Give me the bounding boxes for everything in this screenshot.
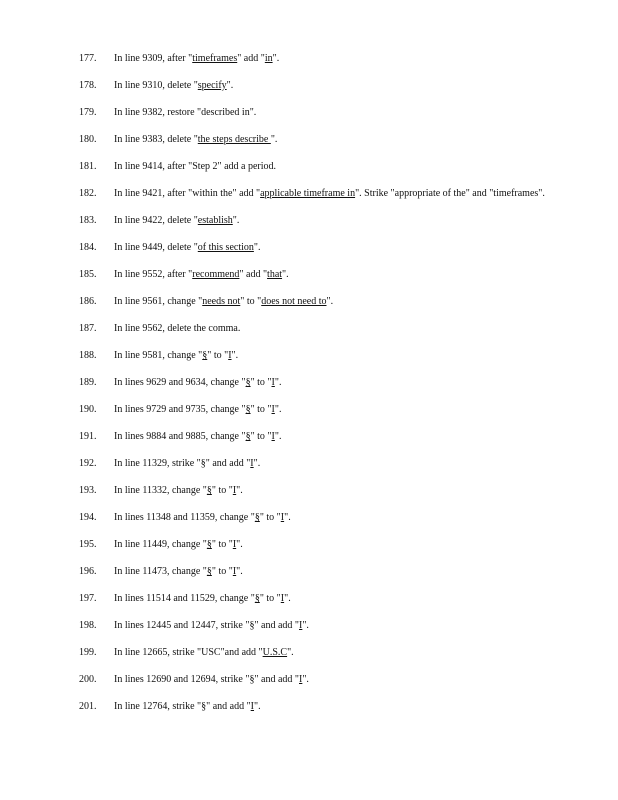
text-run: ". (270, 134, 278, 145)
underlined-text: I (271, 377, 275, 388)
list-item (0, 700, 618, 713)
list-item (0, 214, 618, 227)
text-run: In line 9309, after " (114, 53, 193, 64)
underlined-text: recommend (192, 269, 240, 280)
item-text (114, 700, 554, 713)
item-number: 195. (79, 539, 97, 550)
item-number: 190. (79, 404, 97, 415)
item-text (114, 538, 554, 551)
list-item (0, 538, 618, 551)
item-text (114, 52, 554, 65)
text-run: In lines 9884 and 9885, change " (114, 431, 246, 442)
list-item (0, 187, 618, 200)
list-item (0, 511, 618, 524)
item-text (114, 619, 554, 632)
item-number: 186. (79, 296, 97, 307)
text-run: In lines 12445 and 12447, strike "§" and add " (114, 620, 299, 631)
text-run: ". (236, 539, 243, 550)
item-text (114, 457, 554, 470)
list-item (0, 52, 618, 65)
item-number: 193. (79, 485, 97, 496)
underlined-text: I (228, 350, 232, 361)
text-run: ". (274, 377, 282, 388)
item-text (114, 214, 554, 227)
list-item (0, 484, 618, 497)
underlined-text: establish (197, 215, 233, 226)
text-run: ". (302, 674, 309, 685)
text-run: ". (226, 80, 234, 91)
item-number: 177. (79, 53, 97, 64)
list-item (0, 673, 618, 686)
list-item (0, 241, 618, 254)
text-run: " to " (211, 485, 233, 496)
underlined-text: in (264, 53, 273, 64)
text-run: ". (253, 242, 261, 253)
item-text (114, 592, 554, 605)
item-number: 196. (79, 566, 97, 577)
text-run: In line 11473, change " (114, 566, 207, 577)
underlined-text: I (280, 593, 285, 604)
text-run: " to " (207, 350, 229, 361)
text-run: In line 12764, strike "§" and add " (114, 701, 251, 712)
text-run: " to " (250, 431, 272, 442)
item-number: 191. (79, 431, 97, 442)
item-text (114, 187, 554, 200)
text-run: ". Strike "appropriate of the" and "timeframes". (355, 188, 545, 199)
text-run: In line 11329, strike "§" and add " (114, 458, 251, 469)
text-run: In line 12665, strike "USC"and add " (114, 647, 263, 658)
list-item (0, 160, 618, 173)
list-item (0, 79, 618, 92)
underlined-text: I (271, 431, 275, 442)
item-number: 194. (79, 512, 97, 523)
text-run: In line 11449, change " (114, 539, 207, 550)
text-run: " to " (250, 404, 272, 415)
list-item (0, 457, 618, 470)
underlined-text: § (206, 485, 212, 496)
text-run: ". (287, 647, 294, 658)
text-run: " add " (239, 269, 268, 280)
list-item (0, 592, 618, 605)
text-run: In line 9562, delete the comma. (114, 323, 241, 334)
amendment-list (0, 52, 618, 727)
underlined-text: needs not (202, 296, 241, 307)
text-run: ". (232, 215, 240, 226)
item-text (114, 484, 554, 497)
text-run: ". (254, 701, 261, 712)
underlined-text: of this section (197, 242, 254, 253)
text-run: In line 9421, after "within the" add " (114, 188, 261, 199)
item-number: 179. (79, 107, 97, 118)
item-text (114, 646, 554, 659)
list-item (0, 106, 618, 119)
item-number: 187. (79, 323, 97, 334)
text-run: In line 9310, delete " (114, 80, 198, 91)
item-number: 200. (79, 674, 97, 685)
text-run: In line 9382, restore "described in". (114, 107, 257, 118)
underlined-text: § (254, 593, 260, 604)
list-item (0, 133, 618, 146)
text-run: ". (302, 620, 309, 631)
list-item (0, 619, 618, 632)
text-run: ". (284, 512, 291, 523)
text-run: ". (326, 296, 334, 307)
list-item (0, 430, 618, 443)
item-number: 197. (79, 593, 97, 604)
item-text (114, 241, 554, 254)
item-text (114, 376, 554, 389)
underlined-text: the steps describe (197, 134, 271, 145)
underlined-text: applicable timeframe in (260, 188, 356, 199)
item-text (114, 430, 554, 443)
text-run: ". (231, 350, 239, 361)
list-item (0, 322, 618, 335)
text-run: " to " (250, 377, 272, 388)
item-number: 182. (79, 188, 97, 199)
underlined-text: § (245, 431, 251, 442)
list-item (0, 349, 618, 362)
text-run: " to " (259, 512, 281, 523)
text-run: In lines 9729 and 9735, change " (114, 404, 246, 415)
item-number: 188. (79, 350, 97, 361)
underlined-text: I (250, 458, 254, 469)
text-run: ". (284, 593, 291, 604)
text-run: " to " (240, 296, 262, 307)
item-number: 192. (79, 458, 97, 469)
underlined-text: I (232, 539, 237, 550)
text-run: In line 9414, after "Step 2" add a period. (114, 161, 277, 172)
text-run: In line 11332, change " (114, 485, 207, 496)
text-run: In lines 11514 and 11529, change " (114, 593, 255, 604)
text-run: ". (236, 485, 243, 496)
underlined-text: § (206, 539, 212, 550)
text-run: " to " (211, 566, 233, 577)
item-number: 199. (79, 647, 97, 658)
text-run: In line 9383, delete " (114, 134, 198, 145)
underlined-text: § (254, 512, 260, 523)
underlined-text: I (271, 404, 275, 415)
list-item (0, 295, 618, 308)
underlined-text: timeframes (192, 53, 238, 64)
item-text (114, 133, 554, 146)
item-number: 178. (79, 80, 97, 91)
text-run: In line 9552, after " (114, 269, 193, 280)
text-run: In line 9422, delete " (114, 215, 198, 226)
underlined-text: that (267, 269, 283, 280)
item-text (114, 673, 554, 686)
item-number: 201. (79, 701, 97, 712)
item-text (114, 79, 554, 92)
item-number: 181. (79, 161, 97, 172)
underlined-text: I (299, 674, 303, 685)
item-number: 185. (79, 269, 97, 280)
underlined-text: I (232, 485, 237, 496)
item-number: 198. (79, 620, 97, 631)
item-text (114, 295, 554, 308)
text-run: " to " (259, 593, 281, 604)
item-text (114, 268, 554, 281)
text-run: In line 9561, change " (114, 296, 203, 307)
underlined-text: I (250, 701, 255, 712)
text-run: In lines 12690 and 12694, strike "§" and add " (114, 674, 299, 685)
text-run: ". (282, 269, 289, 280)
text-run: In line 9581, change " (114, 350, 203, 361)
text-run: In lines 9629 and 9634, change " (114, 377, 246, 388)
underlined-text: § (245, 377, 251, 388)
item-text (114, 349, 554, 362)
underlined-text: § (206, 566, 212, 577)
text-run: ". (236, 566, 243, 577)
text-run: In line 9449, delete " (114, 242, 198, 253)
list-item (0, 268, 618, 281)
text-run: ". (253, 458, 261, 469)
underlined-text: I (280, 512, 285, 523)
item-number: 184. (79, 242, 97, 253)
text-run: ". (274, 404, 282, 415)
list-item (0, 565, 618, 578)
text-run: " add " (237, 53, 265, 64)
underlined-text: § (202, 350, 208, 361)
item-text (114, 106, 554, 119)
underlined-text: does not need to (261, 296, 327, 307)
underlined-text: § (245, 404, 251, 415)
item-number: 189. (79, 377, 97, 388)
list-item (0, 376, 618, 389)
text-run: ". (274, 431, 282, 442)
text-run: ". (272, 53, 280, 64)
text-run: In lines 11348 and 11359, change " (114, 512, 255, 523)
item-text (114, 403, 554, 416)
underlined-text: specify (197, 80, 227, 91)
list-item (0, 403, 618, 416)
item-text (114, 511, 554, 524)
underlined-text: I (299, 620, 303, 631)
item-number: 180. (79, 134, 97, 145)
item-text (114, 160, 554, 173)
text-run: " to " (211, 539, 233, 550)
list-item (0, 646, 618, 659)
item-text (114, 565, 554, 578)
item-text (114, 322, 554, 335)
item-number: 183. (79, 215, 97, 226)
underlined-text: I (232, 566, 237, 577)
underlined-text: U.S.C (262, 647, 288, 658)
